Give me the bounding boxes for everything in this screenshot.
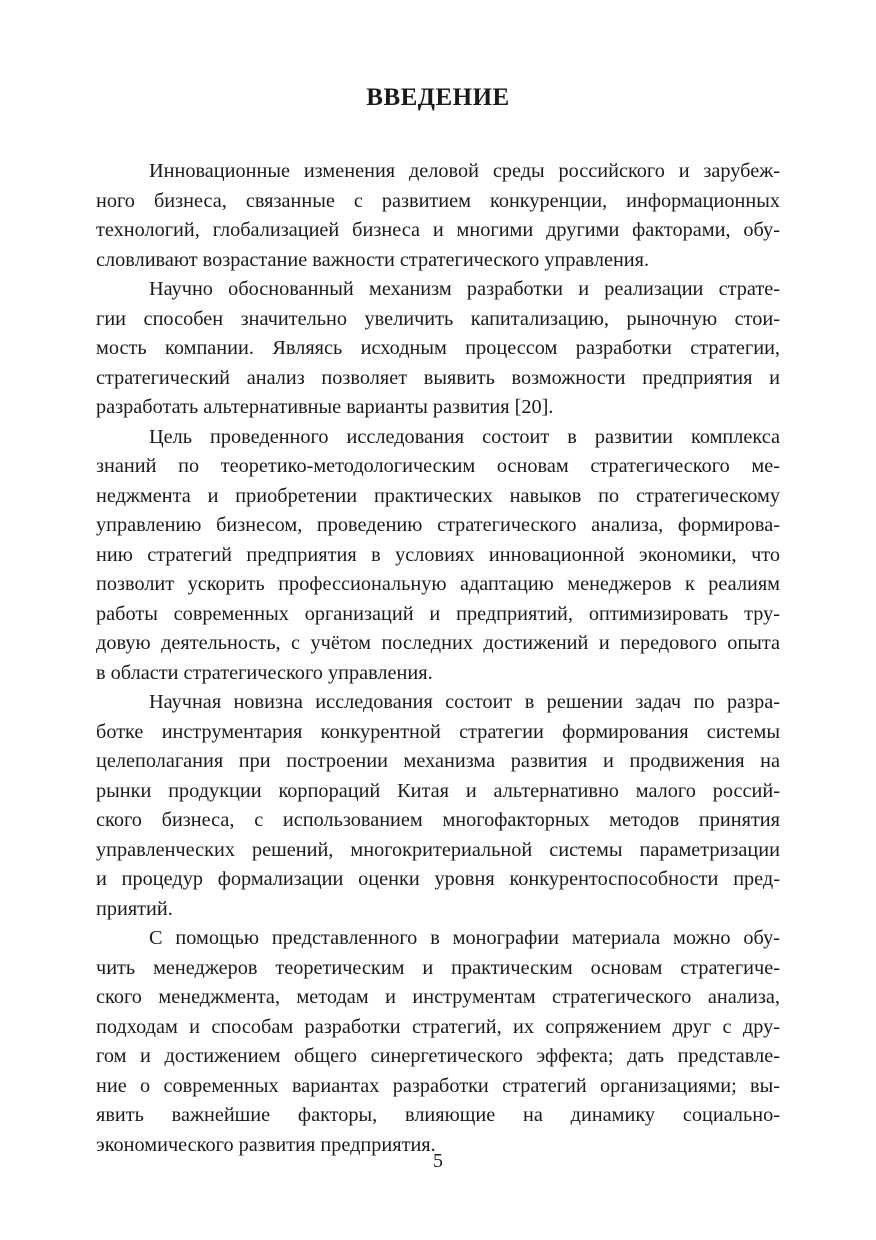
text-line: С помощью представленного в монографии материала можно обу- — [149, 927, 780, 949]
text-line: чить менеджеров теоретическим и практическим основам стратегиче- — [96, 956, 780, 979]
text-line: мость компании. Являясь исходным процессом разработки стратегии, — [96, 337, 780, 359]
text-line: ботке инструментария конкурентной стратегии формирования системы — [96, 720, 780, 743]
text-line: позволит ускорить профессиональную адаптацию менеджеров к реалиям — [96, 573, 780, 595]
text-line: в области стратегического управления. — [96, 661, 433, 684]
text-line: нию стратегий предприятия в условиях инновационной экономики, что — [96, 543, 780, 566]
text-line: словливают возрастание важности стратегического управления. — [96, 248, 650, 271]
text-line: неджмента и приобретении практических навыков по стратегическому — [96, 484, 780, 507]
text-line: довую деятельность, с учётом последних достижений и передового опыта — [96, 632, 780, 654]
text-line: целеполагания при построении механизма развития и продвижения на — [96, 750, 780, 772]
text-line: приятий. — [96, 897, 173, 920]
document-page — [96, 0, 780, 1240]
text-line: управлению бизнесом, проведению стратегического анализа, формирова- — [96, 514, 780, 536]
text-line: ского бизнеса, с использованием многофакторных методов принятия — [96, 809, 780, 831]
text-line: Научная новизна исследования состоит в решении задач по разра- — [149, 691, 780, 713]
body-text — [96, 157, 780, 1160]
text-line: экономического развития предприятия. — [96, 1133, 436, 1156]
text-line: и процедур формализации оценки уровня конкурентоспособности пред- — [96, 868, 780, 890]
text-line: гии способен значительно увеличить капитализацию, рыночную стои- — [96, 307, 780, 330]
paragraph-1 — [96, 157, 780, 275]
text-line: технологий, глобализацией бизнеса и многими другими факторами, обу- — [96, 219, 780, 241]
paragraph-5 — [96, 924, 780, 1160]
page-number: 5 — [433, 1150, 443, 1172]
text-line: стратегический анализ позволяет выявить возможности предприятия и — [96, 366, 780, 389]
text-line: рынки продукции корпораций Китая и альтернативно малого россий- — [96, 779, 780, 802]
text-line: ного бизнеса, связанные с развитием конкуренции, информационных — [96, 189, 780, 212]
text-line: Цель проведенного исследования состоит в развитии комплекса — [149, 425, 780, 448]
paragraph-4 — [96, 688, 780, 924]
text-line: разработать альтернативные варианты развития [20]. — [96, 396, 554, 418]
paragraph-3 — [96, 423, 780, 689]
text-line: явить важнейшие факторы, влияющие на динамику социально- — [96, 1104, 780, 1126]
text-line: управленческих решений, многокритериальной системы параметризации — [96, 838, 780, 861]
text-line: ского менеджмента, методам и инструментам стратегического анализа, — [96, 986, 780, 1008]
text-line: знаний по теоретико-методологическим основам стратегического ме- — [96, 455, 780, 477]
text-line: гом и достижением общего синергетического эффекта; дать представле- — [96, 1045, 780, 1067]
text-line: Инновационные изменения деловой среды российского и зарубеж- — [149, 160, 780, 182]
paragraph-2 — [96, 275, 780, 423]
page-title: ВВЕДЕНИЕ — [366, 84, 510, 111]
text-line: Научно обоснованный механизм разработки и реализации страте- — [149, 278, 780, 300]
text-line: работы современных организаций и предприятий, оптимизировать тру- — [96, 602, 780, 625]
text-line: ние о современных вариантах разработки стратегий организациями; вы- — [96, 1074, 780, 1097]
text-line: подходам и способам разработки стратегий, их сопряжением друг с дру- — [96, 1015, 780, 1038]
